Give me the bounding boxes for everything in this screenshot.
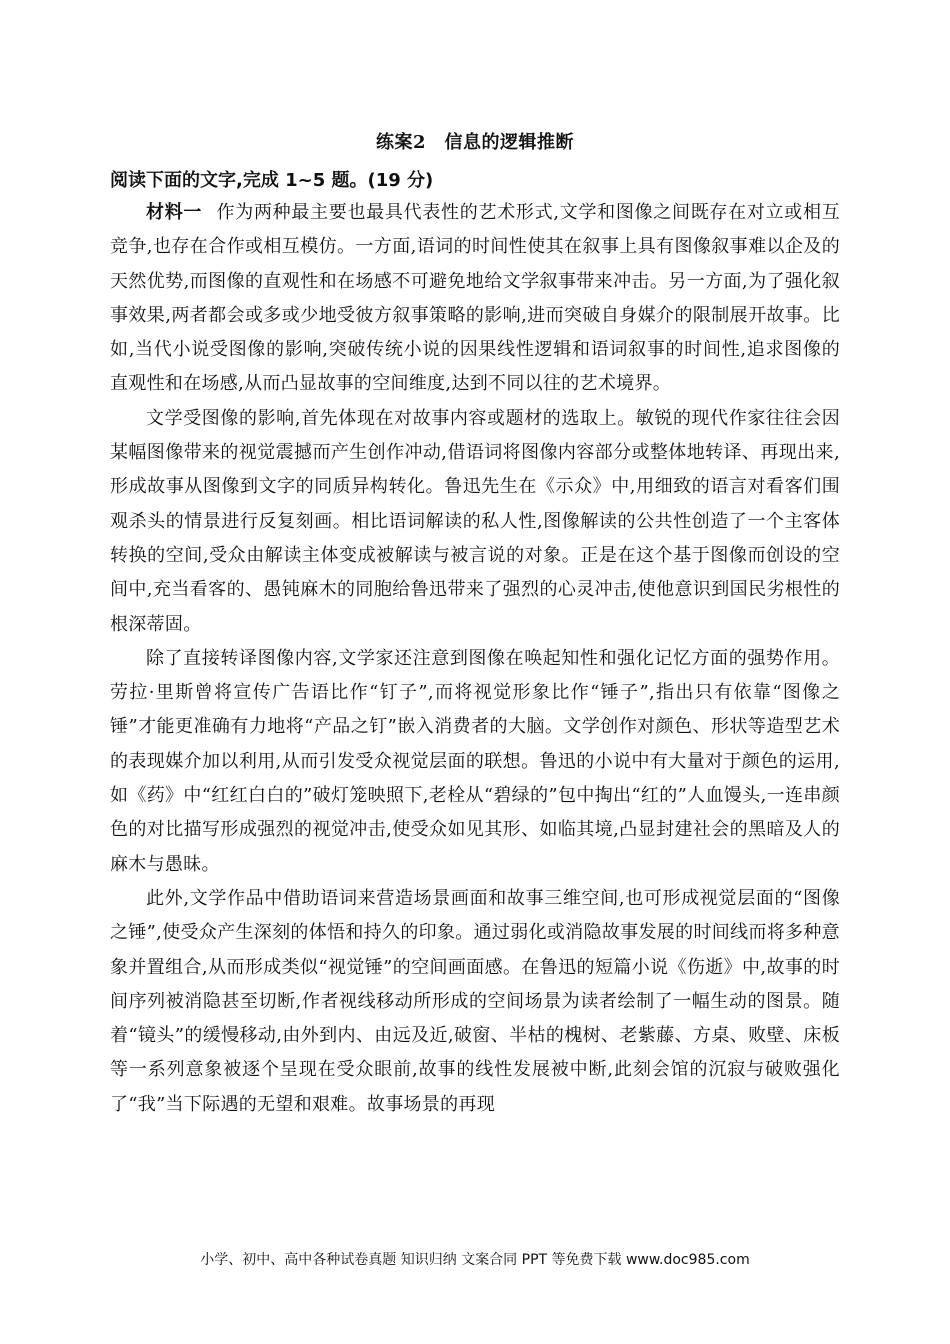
paragraph-4: 此外,文学作品中借助语词来营造场景画面和故事三维空间,也可形成视觉层面的“图像之锤”,使受众产生深刻的体悟和持久的印象。通过弱化或消隐故事发展的时间线而将多种意象并置组合,从而形成类似“视觉锤”的空间画面感。在鲁迅的短篇小说《伤逝》中,故事的时间序列被消隐甚至切断,作者视线移动所形成的空间场景为读者绘制了一幅生动的图景。随着“镜头”的缓慢移动,由外到内、由远及近,破窗、半枯的槐树、老紫藤、方桌、败壁、床板等一系列意象被逐个呈现在受众眼前,故事的线性发展被中断,此刻会馆的沉寂与破败强化了“我”当下际遇的无望和艰难。故事场景的再现: [110, 887, 840, 1115]
reading-passage: [110, 196, 840, 1122]
page-title: 练案2 信息的逻辑推断: [375, 132, 575, 153]
question-instruction: 阅读下面的文字,完成 1~5 题。(19 分): [110, 170, 434, 191]
paragraph-2: 文学受图像的影响,首先体现在对故事内容或题材的选取上。敏锐的现代作家往往会因某幅图像带来的视觉震撼而产生创作冲动,借语词将图像内容部分或整体地转译、再现出来,形成故事从图像到文字的同质异构转化。鲁迅先生在《示众》中,用细致的语言对看客们围观杀头的情景进行反复刻画。相比语词解读的私人性,图像解读的公共性创造了一个主客体转换的空间,受众由解读主体变成被解读与被言说的对象。正是在这个基于图像而创设的空间中,充当看客的、愚钝麻木的同胞给鲁迅带来了强烈的心灵冲击,使他意识到国民劣根性的根深蒂固。: [110, 407, 840, 635]
paragraph-1: [110, 196, 840, 402]
paragraph-text: 作为两种最主要也最具代表性的艺术形式,文学和图像之间既存在对立或相互竞争,也存在合作或相互模仿。一方面,语词的时间性使其在叙事上具有图像叙事难以企及的天然优势,而图像的直观性和在场感不可避免地给文学叙事带来冲击。另一方面,为了强化叙事效果,两者都会或多或少地受彼方叙事策略的影响,进而突破自身媒介的限制展开故事。比如,当代小说受图像的影响,突破传统小说的因果线性逻辑和语词叙事的时间性,追求图像的直观性和在场感,从而凸显故事的空间维度,达到不同以往的艺术境界。: [110, 202, 840, 395]
material-label: 材料一: [146, 202, 203, 223]
paragraph-3: 除了直接转译图像内容,文学家还注意到图像在唤起知性和强化记忆方面的强势作用。劳拉·里斯曾将宣传广告语比作“钉子”,而将视觉形象比作“锤子”,指出只有依靠“图像之锤”才能更准确有力地将“产品之钉”嵌入消费者的大脑。文学创作对颜色、形状等造型艺术的表现媒介加以利用,从而引发受众视觉层面的联想。鲁迅的小说中有大量对于颜色的运用,如《药》中“红红白白的”破灯笼映照下,老栓从“碧绿的”包中掏出“红的”人血馒头,一连串颜色的对比描写形成强烈的视觉冲击,使受众如见其形、如临其境,凸显封建社会的黑暗及人的麻木与愚昧。: [110, 647, 840, 875]
page-footer: 小学、初中、高中各种试卷真题 知识归纳 文案合同 PPT 等免费下载 www.doc985.com: [200, 1252, 750, 1268]
